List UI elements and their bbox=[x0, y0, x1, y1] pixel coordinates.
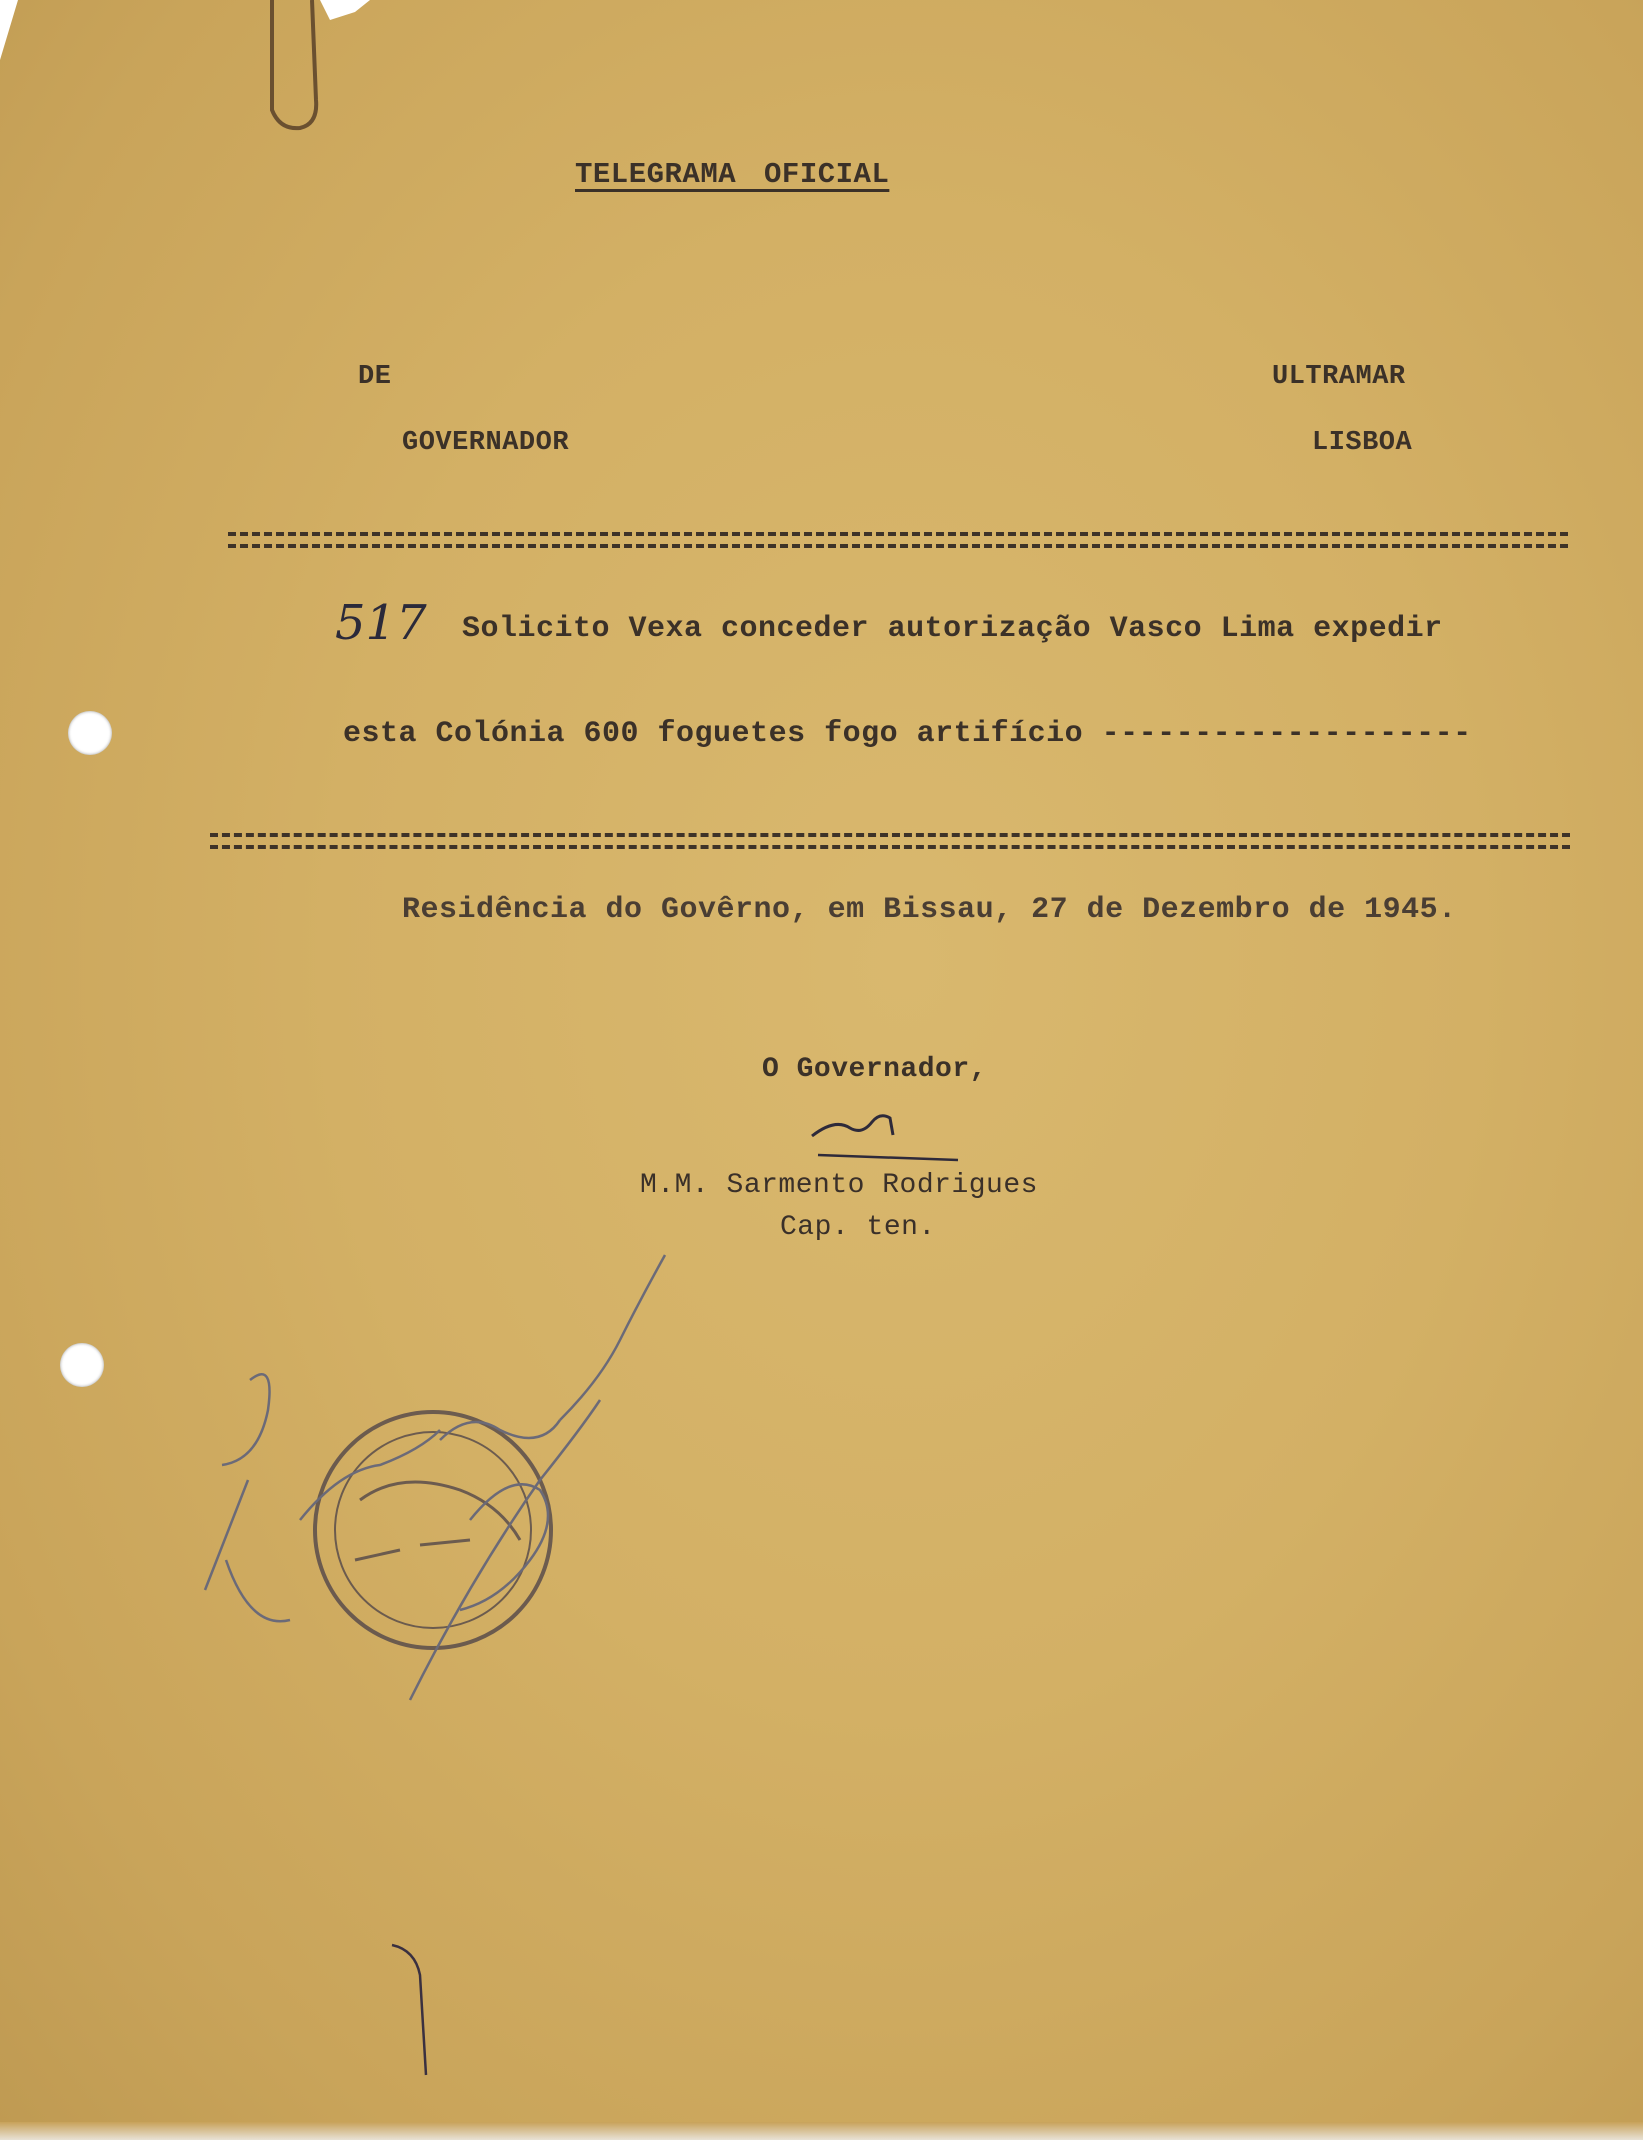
pencil-margin-mark bbox=[392, 1945, 426, 2075]
from-label: DE bbox=[358, 362, 392, 392]
to-value: LISBOA bbox=[1312, 428, 1413, 458]
from-value: GOVERNADOR bbox=[402, 428, 570, 458]
document-title: TELEGRAMA OFICIAL bbox=[575, 158, 890, 191]
official-stamp bbox=[315, 1412, 551, 1648]
paper-bottom-edge bbox=[0, 2122, 1643, 2140]
punch-hole-top bbox=[68, 711, 112, 755]
torn-corner bbox=[0, 0, 18, 60]
telegram-number: 517 bbox=[335, 595, 427, 651]
top-separator bbox=[228, 532, 1568, 548]
signatory-rank: Cap. ten. bbox=[780, 1212, 936, 1243]
pencil-annotation bbox=[205, 1255, 665, 1700]
bottom-separator bbox=[210, 833, 1570, 849]
body-line-1: Solicito Vexa conceder autorização Vasco Lima expedir bbox=[462, 612, 1443, 646]
body-line-2: esta Colónia 600 foguetes fogo artifício -------------------- bbox=[343, 717, 1472, 751]
punch-hole-bottom bbox=[60, 1343, 104, 1387]
torn-top-edge bbox=[320, 0, 370, 20]
dateline: Residência do Govêrno, em Bissau, 27 de Dezembro de 1945. bbox=[402, 893, 1457, 927]
closing: O Governador, bbox=[762, 1054, 987, 1085]
paperclip-mark bbox=[272, 0, 316, 128]
to-label: ULTRAMAR bbox=[1272, 362, 1406, 392]
handwritten-signature bbox=[812, 1116, 958, 1160]
signatory-name: M.M. Sarmento Rodrigues bbox=[640, 1170, 1038, 1201]
